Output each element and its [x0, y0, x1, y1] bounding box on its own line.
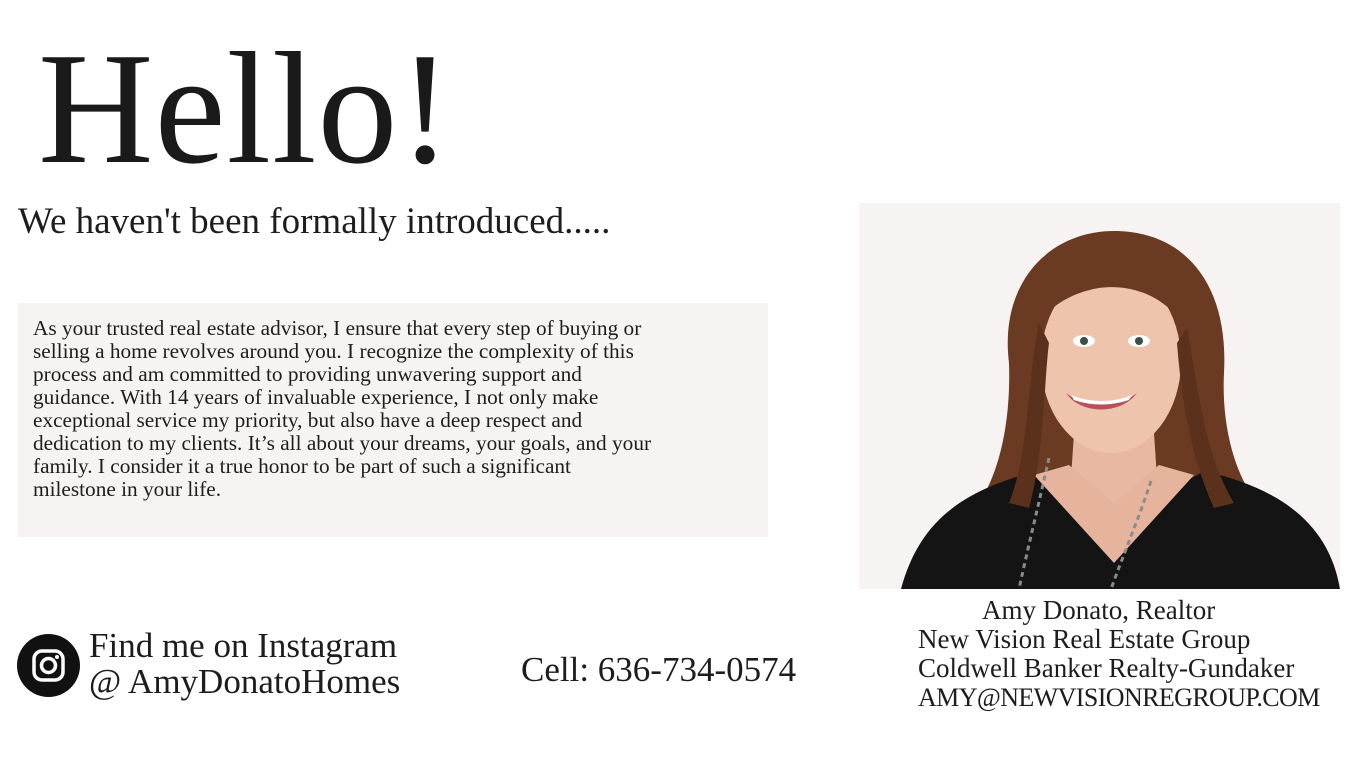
instagram-link[interactable] — [89, 628, 400, 700]
agent-name: Amy Donato, Realtor — [982, 595, 1216, 625]
page-title: Hello! — [38, 19, 453, 197]
instagram-label: Find me on Instagram — [89, 626, 398, 665]
agent-photo — [859, 203, 1340, 589]
instagram-handle: @ AmyDonatoHomes — [89, 662, 401, 701]
agent-email-link[interactable]: AMY@NEWVISIONREGROUP.COM — [918, 683, 1320, 712]
bio-panel — [18, 303, 768, 537]
agent-brokerage: Coldwell Banker Realty-Gundaker — [918, 653, 1295, 683]
instagram-icon[interactable] — [17, 634, 80, 697]
agent-team: New Vision Real Estate Group — [918, 624, 1251, 654]
agent-contact-card — [918, 596, 1320, 712]
bio-text: As your trusted real estate advisor, I ensure that every step of buying or selling a home revolves around you. I recognize the complexity of this process and am committed to providing unwavering support and guidance. With 14 years of invaluable experience, I not only make exceptional service my priority, but also have a deep respect and dedication to my clients. It’s all about your dreams, your goals, and your family. I consider it a true honor to be part of such a significant milestone in your life. — [33, 316, 652, 501]
cell-phone-link[interactable]: Cell: 636-734-0574 — [521, 650, 797, 689]
page-subtitle: We haven't been formally introduced..... — [18, 201, 611, 242]
